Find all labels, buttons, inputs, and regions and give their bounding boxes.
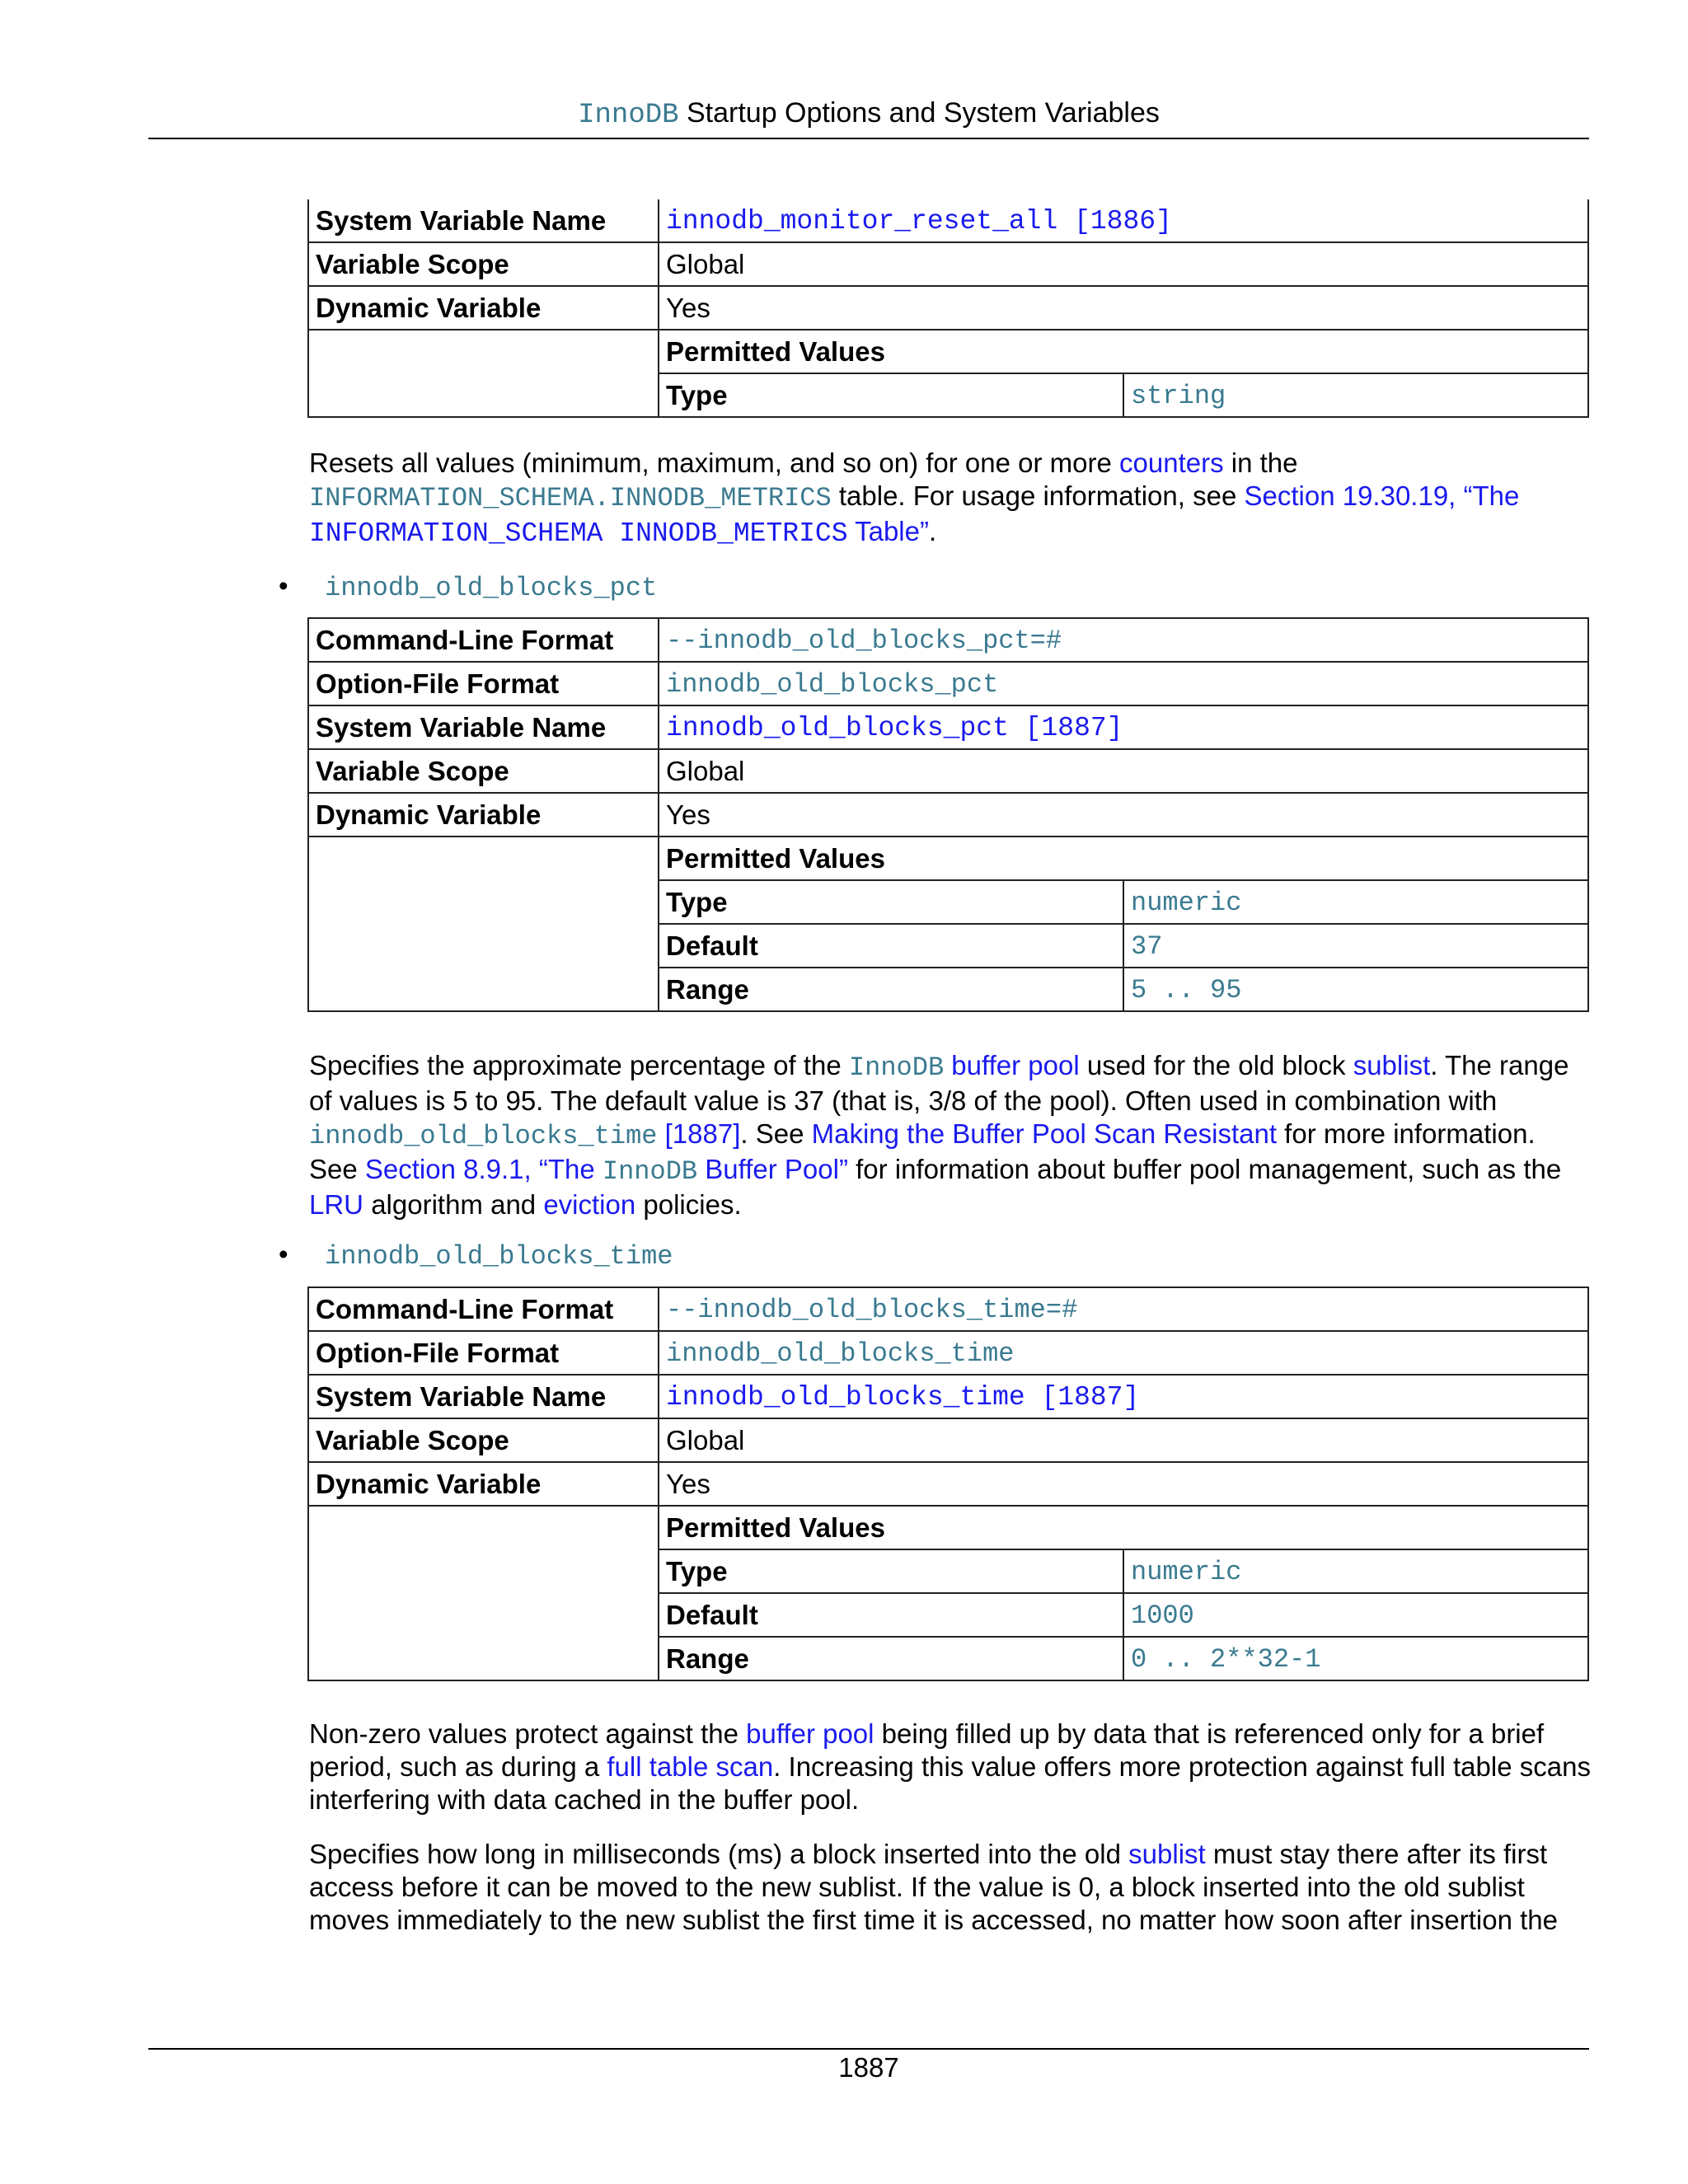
table-row	[308, 1287, 1588, 1331]
range-label: Range	[659, 968, 1123, 1011]
row-value	[659, 705, 1588, 749]
table-row	[308, 837, 1588, 880]
system-variable-link[interactable]: innodb_monitor_reset_all [1886]	[666, 206, 1172, 237]
table-row	[308, 286, 1588, 330]
type-label: Type	[659, 373, 1123, 417]
row-value	[659, 199, 1588, 242]
row-label: Variable Scope	[308, 749, 659, 793]
old-blocks-pct-description	[309, 1049, 1591, 1221]
system-variable-link[interactable]: innodb_old_blocks_time [1887]	[666, 1382, 1140, 1413]
row-value: Yes	[659, 793, 1588, 837]
section-link-code[interactable]: INFORMATION_SCHEMA INNODB_METRICS	[309, 518, 848, 549]
row-value: Global	[659, 242, 1588, 286]
lru-link[interactable]: LRU	[309, 1189, 364, 1220]
table-row	[308, 793, 1588, 837]
section-link[interactable]: Section 19.30.19, “The	[1244, 480, 1520, 511]
sublist-link[interactable]: sublist	[1353, 1050, 1431, 1080]
range-value	[1123, 968, 1588, 1011]
text: used for the old block	[1079, 1050, 1353, 1080]
row-label: Dynamic Variable	[308, 793, 659, 837]
text: in the	[1223, 448, 1298, 478]
row-label: Option-File Format	[308, 662, 659, 705]
text: being filled up by data that is referenced only for a brief period, such as during a	[309, 1718, 1545, 1782]
blank-cell	[308, 837, 659, 1011]
blank-cell	[308, 1506, 659, 1680]
type-value-text: string	[1131, 381, 1226, 411]
table-row	[308, 199, 1588, 242]
type-value-text: numeric	[1131, 1557, 1242, 1587]
text: Specifies how long in milliseconds (ms) a block inserted into the old	[309, 1839, 1129, 1869]
permitted-values-header: Permitted Values	[659, 1506, 1588, 1549]
type-value	[1123, 373, 1588, 417]
scan-resistant-link[interactable]: Making the Buffer Pool Scan Resistant	[811, 1118, 1277, 1149]
default-value-text: 1000	[1131, 1601, 1194, 1631]
table-row	[308, 242, 1588, 286]
page-number: 1887	[838, 2052, 899, 2083]
value-text: innodb_old_blocks_pct	[666, 669, 999, 700]
table-row	[308, 662, 1588, 705]
row-label: Variable Scope	[308, 242, 659, 286]
row-value	[659, 618, 1588, 662]
variable-name: innodb_old_blocks_pct	[325, 573, 658, 603]
row-label: System Variable Name	[308, 199, 659, 242]
list-item	[279, 1237, 673, 1274]
type-label: Type	[659, 1549, 1123, 1593]
text: . Increasing this value offers more protection against full table scans interfering with data cached in the buffer pool.	[309, 1751, 1591, 1815]
text: .	[928, 516, 937, 546]
row-label: System Variable Name	[308, 1375, 659, 1418]
footer-rule	[148, 2048, 1589, 2050]
row-value: Yes	[659, 286, 1588, 330]
old-blocks-time-description	[309, 1718, 1591, 1816]
text: table. For usage information, see	[838, 480, 1245, 511]
row-value	[659, 1331, 1588, 1375]
section-link[interactable]: Table”	[847, 516, 929, 546]
blank-cell	[308, 330, 659, 417]
innodb-old-blocks-time-table	[307, 1286, 1589, 1681]
text: Non-zero values protect against the	[309, 1718, 747, 1749]
range-value-text: 5 .. 95	[1131, 975, 1242, 1005]
text: Specifies the approximate percentage of the	[309, 1050, 849, 1080]
bullet-icon: •	[279, 1239, 288, 1269]
default-value-text: 37	[1131, 931, 1163, 962]
table-row	[308, 1418, 1588, 1462]
default-value	[1123, 924, 1588, 968]
row-value: Global	[659, 749, 1588, 793]
buffer-pool-link[interactable]: buffer pool	[746, 1718, 874, 1749]
full-table-scan-link[interactable]: full table scan	[607, 1751, 774, 1782]
row-label: Dynamic Variable	[308, 286, 659, 330]
table-row	[308, 1462, 1588, 1506]
table-row	[308, 618, 1588, 662]
sublist-link[interactable]: sublist	[1128, 1839, 1206, 1869]
range-value	[1123, 1637, 1588, 1680]
text: . The range of values is 5 to 95. The default value is 37 (that is, 3/8 of the pool). Often used in combination with	[309, 1050, 1569, 1116]
innodb-monitor-reset-all-table	[307, 199, 1589, 418]
permitted-values-header: Permitted Values	[659, 330, 1588, 373]
system-variable-link[interactable]: innodb_old_blocks_pct [1887]	[666, 713, 1123, 743]
row-label: Command-Line Format	[308, 618, 659, 662]
text: must stay there after its first access before it can be moved to the new sublist. If the value is 0, a block inserted into the old sublist moves immediately to the new sublist the first time it is accessed, no matter how soon after insertion the	[309, 1839, 1559, 1935]
row-value	[659, 1287, 1588, 1331]
list-item	[279, 569, 657, 606]
header-title: Startup Options and System Variables	[686, 97, 1160, 129]
value-text: --innodb_old_blocks_pct=#	[666, 626, 1062, 656]
page-header	[148, 96, 1589, 133]
row-label: Variable Scope	[308, 1418, 659, 1462]
table-row	[308, 1375, 1588, 1418]
section-link[interactable]: Buffer Pool”	[697, 1154, 848, 1184]
row-label: Command-Line Format	[308, 1287, 659, 1331]
section-link[interactable]: Section 8.9.1, “The	[364, 1154, 603, 1184]
row-label: System Variable Name	[308, 705, 659, 749]
header-rule	[148, 138, 1589, 139]
bullet-icon: •	[279, 570, 288, 601]
table-row	[308, 1506, 1588, 1549]
type-label: Type	[659, 880, 1123, 924]
variable-name: innodb_old_blocks_time	[325, 1241, 673, 1272]
row-label: Option-File Format	[308, 1331, 659, 1375]
section-link-code[interactable]: InnoDB	[602, 1156, 698, 1187]
type-value	[1123, 1549, 1588, 1593]
range-label: Range	[659, 1637, 1123, 1680]
code-text: InnoDB	[848, 1052, 945, 1083]
reset-all-description	[309, 447, 1591, 551]
row-value: Global	[659, 1418, 1588, 1462]
value-text: innodb_old_blocks_time	[666, 1338, 1015, 1369]
row-value	[659, 1375, 1588, 1418]
innodb-old-blocks-pct-table	[307, 617, 1589, 1012]
range-value-text: 0 .. 2**32-1	[1131, 1644, 1321, 1675]
text: policies.	[635, 1189, 742, 1220]
default-value	[1123, 1593, 1588, 1637]
text: for more information. See	[309, 1118, 1536, 1184]
table-row	[308, 749, 1588, 793]
default-label: Default	[659, 924, 1123, 968]
row-label: Dynamic Variable	[308, 1462, 659, 1506]
text: Resets all values (minimum, maximum, and so on) for one or more	[309, 448, 1120, 478]
text: algorithm and	[363, 1189, 544, 1220]
header-code: InnoDB	[578, 100, 679, 131]
buffer-pool-link[interactable]: buffer pool	[944, 1050, 1080, 1080]
variable-page-link[interactable]: [1887]	[657, 1118, 741, 1149]
table-row	[308, 1331, 1588, 1375]
text: for information about buffer pool management, such as the	[847, 1154, 1562, 1184]
table-row	[308, 705, 1588, 749]
eviction-link[interactable]: eviction	[543, 1189, 636, 1220]
default-label: Default	[659, 1593, 1123, 1637]
row-value	[659, 662, 1588, 705]
code-text: innodb_old_blocks_time	[309, 1121, 658, 1151]
text: . See	[740, 1118, 812, 1149]
row-value: Yes	[659, 1462, 1588, 1506]
counters-link[interactable]: counters	[1119, 448, 1224, 478]
old-blocks-time-detail	[309, 1838, 1591, 1937]
value-text: --innodb_old_blocks_time=#	[666, 1295, 1078, 1325]
code-text: INFORMATION_SCHEMA.INNODB_METRICS	[309, 483, 832, 513]
type-value	[1123, 880, 1588, 924]
permitted-values-header: Permitted Values	[659, 837, 1588, 880]
table-row	[308, 330, 1588, 373]
type-value-text: numeric	[1131, 888, 1242, 918]
